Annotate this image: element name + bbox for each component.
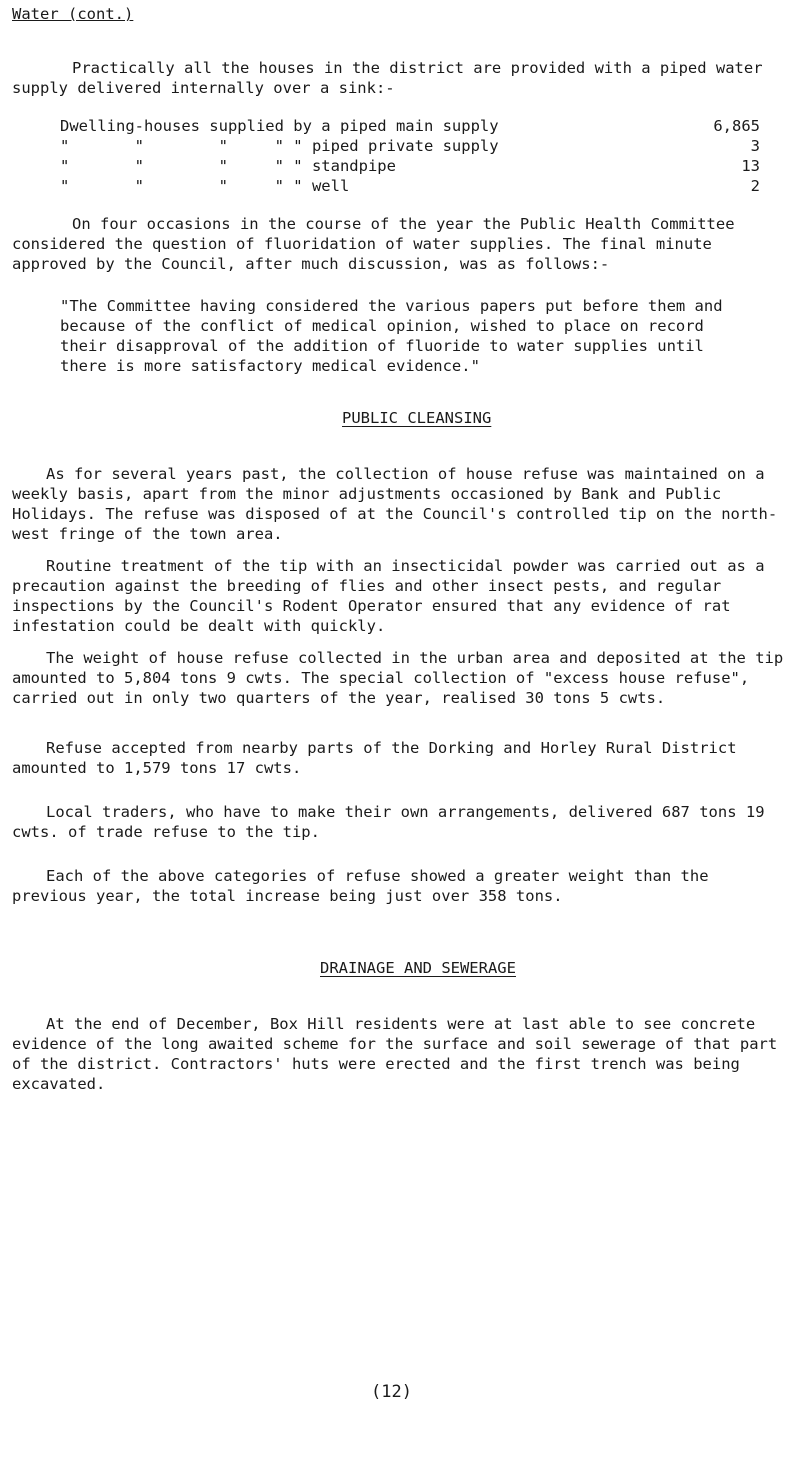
tip-treatment-paragraph: Routine treatment of the tip with an insecticidal powder was carried out as a precaution against the breeding of flies and other insect pests, and regular inspections by the Council's Rodent Operator ensured that any evidence of rat infestation could be dealt with quickly. — [12, 557, 774, 635]
supply-type-label: " " " " " well — [60, 177, 350, 195]
page-number: (12) — [371, 1382, 412, 1402]
public-cleansing-heading: PUBLIC CLEANSING — [342, 409, 492, 427]
running-title: Water (cont.) — [12, 5, 134, 23]
refuse-increase-paragraph: Each of the above categories of refuse showed a greater weight than the previous year, the total increase being just over 358 tons. — [12, 867, 718, 905]
dwelling-supply-table — [60, 116, 760, 196]
supply-count-value: 3 — [750, 137, 760, 155]
supply-count-value: 2 — [750, 177, 760, 195]
drainage-sewerage-heading: DRAINAGE AND SEWERAGE — [320, 959, 516, 977]
fluoridation-paragraph: On four occasions in the course of the year the Public Health Committee considered the question of fluoridation of water supplies. The final minute approved by the Council, after much discussion, was as follows:- — [12, 215, 744, 273]
supply-count-value: 13 — [741, 157, 760, 175]
table-row — [60, 136, 760, 156]
rural-refuse-paragraph: Refuse accepted from nearby parts of the Dorking and Horley Rural District amounted to 1,579 tons 17 cwts. — [12, 739, 746, 777]
refuse-collection-paragraph: As for several years past, the collection of house refuse was maintained on a weekly basis, apart from the minor adjustments occasioned by Bank and Public Holidays. The refuse was disposed of at the Council's controlled tip on the north-west fringe of the town area. — [12, 465, 778, 543]
supply-type-label: " " " " " standpipe — [60, 157, 396, 175]
water-intro-paragraph: Practically all the houses in the district are provided with a piped water supply delivered internally over a sink:- — [12, 59, 772, 97]
refuse-weight-paragraph: The weight of house refuse collected in the urban area and deposited at the tip amounted to 5,804 tons 9 cwts. The special collection of "excess house refuse", carried out in only two quarters of the year, realised 30 tons 5 cwts. — [12, 649, 793, 707]
trade-refuse-paragraph: Local traders, who have to make their own arrangements, delivered 687 tons 19 cwts. of trade refuse to the tip. — [12, 803, 774, 841]
table-row — [60, 156, 760, 176]
supply-count-value: 6,865 — [713, 117, 760, 135]
committee-minute-quote: "The Committee having considered the various papers put before them and because of the conflict of medical opinion, wished to place on record their disapproval of the addition of fluoride to water supplies until there is more satisfactory medical evidence." — [60, 297, 723, 375]
supply-type-label: " " " " " piped private supply — [60, 137, 499, 155]
box-hill-sewerage-paragraph: At the end of December, Box Hill residents were at last able to see concrete evidence of the long awaited scheme for the surface and soil sewerage of that part of the district. Contractors' huts were erected and the first trench was being excavated. — [12, 1015, 787, 1093]
table-row — [60, 176, 760, 196]
supply-type-label: Dwelling-houses supplied by a piped main supply — [60, 117, 499, 135]
table-row — [60, 116, 760, 136]
